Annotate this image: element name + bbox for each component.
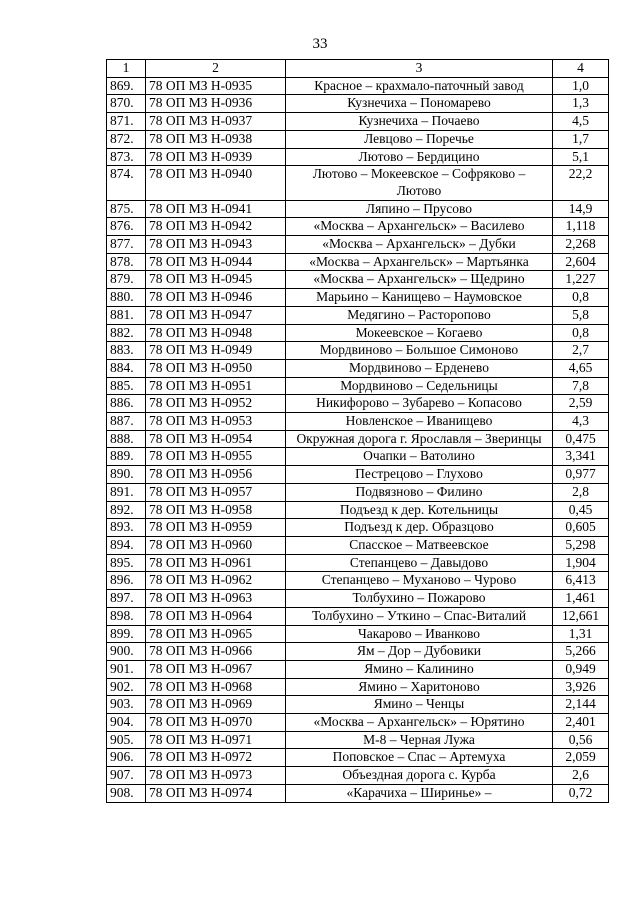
road-id: 78 ОП МЗ Н-0947 xyxy=(146,306,286,324)
row-number: 895. xyxy=(107,554,146,572)
row-number: 869. xyxy=(107,77,146,95)
road-name: «Москва – Архангельск» – Мартьянка xyxy=(286,253,553,271)
row-number: 899. xyxy=(107,625,146,643)
table-row xyxy=(107,554,609,572)
road-name: Никифорово – Зубарево – Копасово xyxy=(286,395,553,413)
row-number: 878. xyxy=(107,253,146,271)
table-row xyxy=(107,271,609,289)
road-id: 78 ОП МЗ Н-0959 xyxy=(146,519,286,537)
row-number: 891. xyxy=(107,483,146,501)
row-number: 906. xyxy=(107,749,146,767)
row-number: 894. xyxy=(107,536,146,554)
road-name: «Москва – Архангельск» – Юрятино xyxy=(286,714,553,732)
road-id: 78 ОП МЗ Н-0956 xyxy=(146,466,286,484)
road-id: 78 ОП МЗ Н-0962 xyxy=(146,572,286,590)
road-id: 78 ОП МЗ Н-0965 xyxy=(146,625,286,643)
road-length: 0,56 xyxy=(553,731,609,749)
header-col-4: 4 xyxy=(553,60,609,78)
table-row xyxy=(107,130,609,148)
table-row xyxy=(107,519,609,537)
table-row xyxy=(107,643,609,661)
road-length: 0,72 xyxy=(553,784,609,802)
road-name: Ляпино – Прусово xyxy=(286,200,553,218)
road-length: 1,118 xyxy=(553,218,609,236)
roads-table xyxy=(106,59,609,803)
row-number: 876. xyxy=(107,218,146,236)
table-row xyxy=(107,625,609,643)
row-number: 887. xyxy=(107,413,146,431)
road-id: 78 ОП МЗ Н-0954 xyxy=(146,430,286,448)
road-name: Ям – Дор – Дубовики xyxy=(286,643,553,661)
table-row xyxy=(107,483,609,501)
row-number: 903. xyxy=(107,696,146,714)
row-number: 905. xyxy=(107,731,146,749)
table-row xyxy=(107,289,609,307)
row-number: 896. xyxy=(107,572,146,590)
road-name: Спасское – Матвеевское xyxy=(286,536,553,554)
table-row xyxy=(107,430,609,448)
road-length: 1,904 xyxy=(553,554,609,572)
table-row xyxy=(107,218,609,236)
road-length: 3,341 xyxy=(553,448,609,466)
road-length: 4,65 xyxy=(553,359,609,377)
row-number: 874. xyxy=(107,166,146,200)
road-id: 78 ОП МЗ Н-0937 xyxy=(146,113,286,131)
road-id: 78 ОП МЗ Н-0973 xyxy=(146,767,286,785)
row-number: 879. xyxy=(107,271,146,289)
road-length: 2,6 xyxy=(553,767,609,785)
table-row xyxy=(107,253,609,271)
road-length: 1,461 xyxy=(553,590,609,608)
road-id: 78 ОП МЗ Н-0939 xyxy=(146,148,286,166)
row-number: 877. xyxy=(107,236,146,254)
road-id: 78 ОП МЗ Н-0966 xyxy=(146,643,286,661)
road-name: Медягино – Расторопово xyxy=(286,306,553,324)
header-col-2: 2 xyxy=(146,60,286,78)
table-row xyxy=(107,660,609,678)
row-number: 873. xyxy=(107,148,146,166)
road-name: Подъезд к дер. Образцово xyxy=(286,519,553,537)
row-number: 882. xyxy=(107,324,146,342)
road-length: 0,949 xyxy=(553,660,609,678)
road-name: Ямино – Калинино xyxy=(286,660,553,678)
row-number: 898. xyxy=(107,607,146,625)
road-id: 78 ОП МЗ Н-0952 xyxy=(146,395,286,413)
road-id: 78 ОП МЗ Н-0950 xyxy=(146,359,286,377)
road-id: 78 ОП МЗ Н-0946 xyxy=(146,289,286,307)
road-name: Мордвиново – Ерденево xyxy=(286,359,553,377)
table-row xyxy=(107,148,609,166)
road-id: 78 ОП МЗ Н-0948 xyxy=(146,324,286,342)
table-row xyxy=(107,448,609,466)
table-row xyxy=(107,359,609,377)
road-name: Марьино – Канищево – Наумовское xyxy=(286,289,553,307)
road-length: 5,1 xyxy=(553,148,609,166)
road-id: 78 ОП МЗ Н-0953 xyxy=(146,413,286,431)
table-row xyxy=(107,714,609,732)
road-length: 5,298 xyxy=(553,536,609,554)
road-length: 5,8 xyxy=(553,306,609,324)
row-number: 872. xyxy=(107,130,146,148)
road-name: Левцово – Поречье xyxy=(286,130,553,148)
table-row xyxy=(107,113,609,131)
road-id: 78 ОП МЗ Н-0957 xyxy=(146,483,286,501)
road-id: 78 ОП МЗ Н-0935 xyxy=(146,77,286,95)
table-row xyxy=(107,395,609,413)
road-name: «Москва – Архангельск» – Василево xyxy=(286,218,553,236)
roads-table-body xyxy=(107,60,609,803)
road-length: 2,059 xyxy=(553,749,609,767)
road-length: 12,661 xyxy=(553,607,609,625)
road-length: 2,144 xyxy=(553,696,609,714)
row-number: 890. xyxy=(107,466,146,484)
road-name: Толбухино – Уткино – Спас-Виталий xyxy=(286,607,553,625)
road-length: 2,604 xyxy=(553,253,609,271)
table-row xyxy=(107,236,609,254)
table-row xyxy=(107,200,609,218)
road-length: 2,59 xyxy=(553,395,609,413)
table-row xyxy=(107,413,609,431)
table-row xyxy=(107,466,609,484)
road-length: 2,268 xyxy=(553,236,609,254)
road-id: 78 ОП МЗ Н-0969 xyxy=(146,696,286,714)
road-name: Кузнечиха – Почаево xyxy=(286,113,553,131)
row-number: 883. xyxy=(107,342,146,360)
road-length: 1,7 xyxy=(553,130,609,148)
road-name: Мордвиново – Большое Симоново xyxy=(286,342,553,360)
road-name: Толбухино – Пожарово xyxy=(286,590,553,608)
road-id: 78 ОП МЗ Н-0955 xyxy=(146,448,286,466)
road-name: Красное – крахмало-паточный завод xyxy=(286,77,553,95)
table-row xyxy=(107,731,609,749)
road-id: 78 ОП МЗ Н-0940 xyxy=(146,166,286,200)
road-length: 2,8 xyxy=(553,483,609,501)
header-col-1: 1 xyxy=(107,60,146,78)
road-length: 3,926 xyxy=(553,678,609,696)
table-row xyxy=(107,607,609,625)
road-id: 78 ОП МЗ Н-0943 xyxy=(146,236,286,254)
row-number: 908. xyxy=(107,784,146,802)
road-id: 78 ОП МЗ Н-0951 xyxy=(146,377,286,395)
road-name: Мокеевское – Когаево xyxy=(286,324,553,342)
road-id: 78 ОП МЗ Н-0960 xyxy=(146,536,286,554)
row-number: 870. xyxy=(107,95,146,113)
row-number: 901. xyxy=(107,660,146,678)
road-name: Поповское – Спас – Артемуха xyxy=(286,749,553,767)
table-row xyxy=(107,767,609,785)
road-length: 1,3 xyxy=(553,95,609,113)
road-id: 78 ОП МЗ Н-0945 xyxy=(146,271,286,289)
road-id: 78 ОП МЗ Н-0967 xyxy=(146,660,286,678)
row-number: 892. xyxy=(107,501,146,519)
road-name: Очапки – Ватолино xyxy=(286,448,553,466)
table-row xyxy=(107,678,609,696)
road-id: 78 ОП МЗ Н-0958 xyxy=(146,501,286,519)
road-length: 1,227 xyxy=(553,271,609,289)
road-name: «Карачиха – Ширинье» – xyxy=(286,784,553,802)
road-name: Ямино – Харитоново xyxy=(286,678,553,696)
road-name: Мордвиново – Седельницы xyxy=(286,377,553,395)
road-id: 78 ОП МЗ Н-0972 xyxy=(146,749,286,767)
table-row xyxy=(107,590,609,608)
road-length: 0,8 xyxy=(553,324,609,342)
road-id: 78 ОП МЗ Н-0971 xyxy=(146,731,286,749)
road-length: 14,9 xyxy=(553,200,609,218)
road-length: 1,0 xyxy=(553,77,609,95)
road-id: 78 ОП МЗ Н-0961 xyxy=(146,554,286,572)
table-row xyxy=(107,501,609,519)
road-length: 0,475 xyxy=(553,430,609,448)
road-length: 0,977 xyxy=(553,466,609,484)
row-number: 881. xyxy=(107,306,146,324)
road-length: 7,8 xyxy=(553,377,609,395)
road-name: Чакарово – Иванково xyxy=(286,625,553,643)
road-id: 78 ОП МЗ Н-0949 xyxy=(146,342,286,360)
road-name: Подвязново – Филино xyxy=(286,483,553,501)
road-id: 78 ОП МЗ Н-0968 xyxy=(146,678,286,696)
road-length: 2,401 xyxy=(553,714,609,732)
road-id: 78 ОП МЗ Н-0942 xyxy=(146,218,286,236)
table-row xyxy=(107,95,609,113)
road-length: 2,7 xyxy=(553,342,609,360)
table-row xyxy=(107,324,609,342)
row-number: 893. xyxy=(107,519,146,537)
row-number: 875. xyxy=(107,200,146,218)
row-number: 897. xyxy=(107,590,146,608)
header-col-3: 3 xyxy=(286,60,553,78)
road-id: 78 ОП МЗ Н-0944 xyxy=(146,253,286,271)
row-number: 889. xyxy=(107,448,146,466)
road-name: Окружная дорога г. Ярославля – Зверинцы xyxy=(286,430,553,448)
road-name: Лютово – Бердицино xyxy=(286,148,553,166)
road-name: Объездная дорога с. Курба xyxy=(286,767,553,785)
table-row xyxy=(107,784,609,802)
table-row xyxy=(107,749,609,767)
road-name: Лютово – Мокеевское – Софряково – Лютово xyxy=(286,166,553,200)
road-length: 4,5 xyxy=(553,113,609,131)
page-number: 33 xyxy=(312,36,328,52)
table-row xyxy=(107,166,609,200)
row-number: 902. xyxy=(107,678,146,696)
row-number: 900. xyxy=(107,643,146,661)
table-row xyxy=(107,536,609,554)
row-number: 904. xyxy=(107,714,146,732)
road-length: 4,3 xyxy=(553,413,609,431)
road-length: 5,266 xyxy=(553,643,609,661)
road-length: 1,31 xyxy=(553,625,609,643)
road-length: 22,2 xyxy=(553,166,609,200)
road-id: 78 ОП МЗ Н-0938 xyxy=(146,130,286,148)
road-length: 0,45 xyxy=(553,501,609,519)
road-name: Пестрецово – Глухово xyxy=(286,466,553,484)
road-name: Степанцево – Давыдово xyxy=(286,554,553,572)
table-row xyxy=(107,77,609,95)
row-number: 871. xyxy=(107,113,146,131)
row-number: 888. xyxy=(107,430,146,448)
road-length: 0,8 xyxy=(553,289,609,307)
road-name: Ямино – Ченцы xyxy=(286,696,553,714)
road-id: 78 ОП МЗ Н-0970 xyxy=(146,714,286,732)
table-row xyxy=(107,377,609,395)
road-id: 78 ОП МЗ Н-0964 xyxy=(146,607,286,625)
table-row xyxy=(107,306,609,324)
road-id: 78 ОП МЗ Н-0941 xyxy=(146,200,286,218)
road-id: 78 ОП МЗ Н-0963 xyxy=(146,590,286,608)
table-row xyxy=(107,572,609,590)
road-name: Подъезд к дер. Котельницы xyxy=(286,501,553,519)
road-name: «Москва – Архангельск» – Щедрино xyxy=(286,271,553,289)
road-id: 78 ОП МЗ Н-0974 xyxy=(146,784,286,802)
row-number: 885. xyxy=(107,377,146,395)
road-name: Кузнечиха – Пономарево xyxy=(286,95,553,113)
table-row xyxy=(107,342,609,360)
road-name: «Москва – Архангельск» – Дубки xyxy=(286,236,553,254)
road-name: Новленское – Иванищево xyxy=(286,413,553,431)
row-number: 880. xyxy=(107,289,146,307)
road-length: 0,605 xyxy=(553,519,609,537)
row-number: 907. xyxy=(107,767,146,785)
table-row xyxy=(107,696,609,714)
table-header-row xyxy=(107,60,609,78)
road-length: 6,413 xyxy=(553,572,609,590)
road-name: М-8 – Черная Лужа xyxy=(286,731,553,749)
row-number: 884. xyxy=(107,359,146,377)
row-number: 886. xyxy=(107,395,146,413)
road-id: 78 ОП МЗ Н-0936 xyxy=(146,95,286,113)
road-name: Степанцево – Муханово – Чурово xyxy=(286,572,553,590)
